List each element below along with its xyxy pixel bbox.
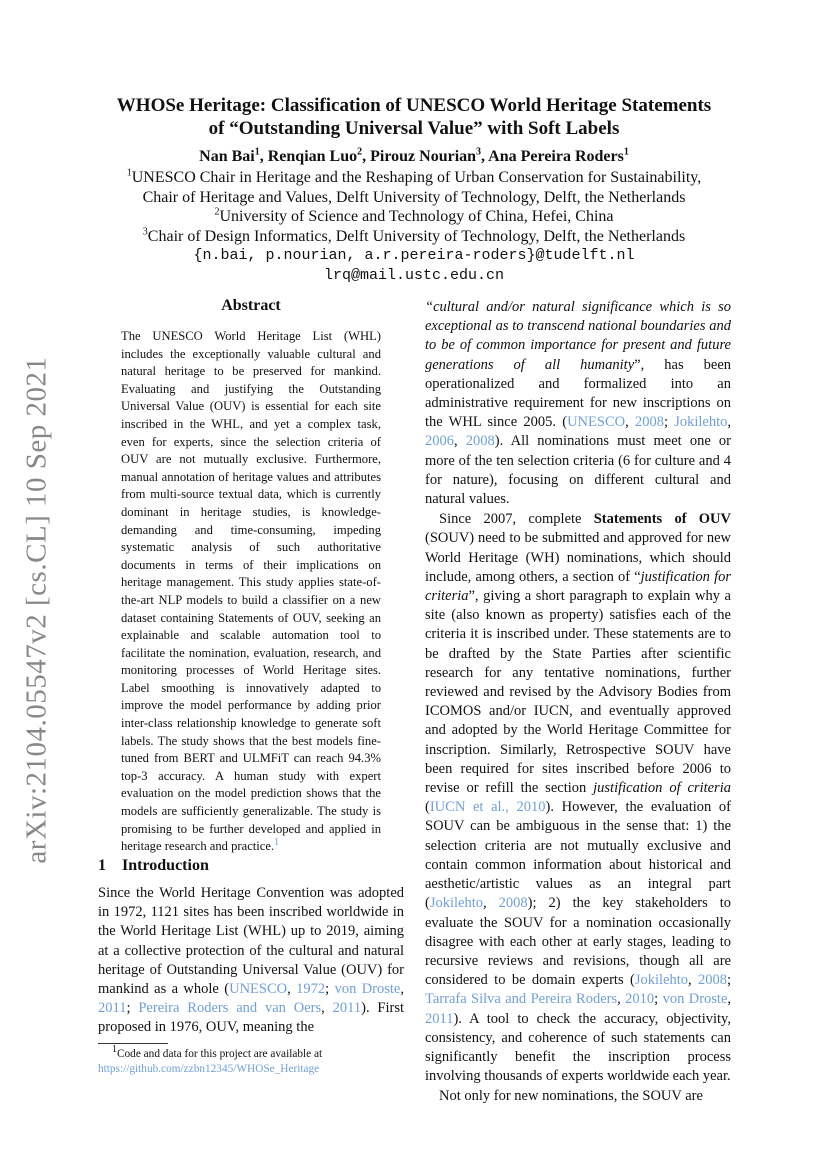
affiliations — [0, 168, 828, 285]
citation-link[interactable]: Jokilehto — [674, 414, 728, 431]
text-run: ); 2) the key stakeholders to evaluate the SOUV for a nomination occasionally disagree with each other at early stages, leading to recursive reviews and revisions, though all are considered to be domain experts ( — [425, 895, 732, 989]
footnote-text: Code and data for this project are available at — [117, 1048, 323, 1060]
arxiv-identifier-text: arXiv:2104.05547v2 [cs.CL] 10 Sep 2021 — [20, 356, 53, 864]
paragraph — [425, 298, 731, 509]
abstract-text: The UNESCO World Heritage List (WHL) includes the exceptionally valuable cultural and natural heritage to be preserved for mankind. Evaluating and justifying the Outstanding Universal Value (OUV) is essential for each site inscribed in the WHL, and yet a complex task, even for experts, since the selection criteria of OUV are not mutually exclusive. Furthermore, manual annotation of heritage values and attributes from multi-source textual data, which is currently dominant in heritage studies, is knowledge-demanding and time-consuming, impeding systematic analysis of such authoritative documents in terms of their implications on heritage management. This study applies state-of-the-art NLP models to build a classifier on a new dataset containing Statements of OUV, seeking an explainable and scalable automation tool to facilitate the nomination, evaluation, research, and monitoring processes of World Heritage sites. Label smoothing is innovatively adapted to improve the model performance by adding prior inter-class relationship knowledge to generate soft labels. The study shows that the best models fine-tuned from BERT and ULMFiT can reach 94.3% top-3 accuracy. A human study with expert evaluation on the model prediction shows that the models are sufficiently generalizable. The study is promising to be further developed and applied in heritage research and practice. — [121, 329, 381, 854]
author-sup: 1 — [623, 146, 629, 158]
text-run: ; — [325, 981, 335, 998]
citation-link[interactable]: 1972 — [296, 981, 326, 998]
affiliation-sup: 1 — [126, 167, 132, 179]
text-run: ). All nominations must meet one or more of the ten selection criteria (6 for culture and 4 for nature), focusing on different cultural and natural values. — [425, 433, 731, 508]
text-run: ”, has been operationalized and formalized into an administrative requirement for new inscriptions on the WHL since 2005. ( — [425, 356, 732, 431]
abstract-heading: Abstract — [221, 297, 281, 314]
title-line-1: WHOSe Heritage: Classification of UNESCO World Heritage Statements — [116, 95, 712, 116]
citation-link[interactable]: Jokilehto — [429, 895, 484, 912]
footnote-mark: 1 — [112, 1044, 117, 1056]
text-run: , — [483, 895, 499, 912]
paragraph — [425, 510, 731, 1086]
citation-link[interactable]: 2008 — [498, 895, 528, 912]
citation-link[interactable]: von Droste — [662, 991, 728, 1008]
text-run: ”, giving a short paragraph to explain why a site (also known as property) satisfies each of the criteria it is inscribed under. These statements are to be drafted by the State Parties after scientific research for any tentative nominations, further reviewed and revised by the Advisory Bodies from ICOMOS and/or IUCN, and eventually approved and adopted by the World Heritage Committee for inscription. Similarly, Retrospective SOUV have been required for sites inscribed before 2006 to revise or refill the section — [425, 588, 731, 797]
citation-link[interactable]: 2011 — [332, 1000, 362, 1017]
citation-link[interactable]: 2011 — [425, 1010, 454, 1027]
text-run: , — [321, 1000, 333, 1017]
email-line-2: lrq@mail.ustc.edu.cn — [323, 266, 505, 284]
section-title: Introduction — [122, 857, 209, 874]
affiliation-text: Chair of Design Informatics, Delft University of Technology, Delft, the Netherlands — [147, 227, 686, 245]
bold-term: Statements of OUV — [593, 511, 731, 528]
footnote-url-link[interactable]: https://github.com/zzbn12345/WHOSe_Heritage — [98, 1063, 320, 1075]
author-list: Nan Bai$^1$, Renqian Luo$^2$, Pirouz Nourian$^3$, Ana Pereira Roders$^1$ — [199, 146, 629, 165]
affiliation-sup: 3 — [142, 226, 148, 238]
text-run: Since the World Heritage Convention was adopted in 1972, 1121 sites has been inscribed worldwide in the World Heritage List (WHL) up to 2019, aiming at a collective protection of the cultural and natural heritage of Outstanding Universal Value (OUV) for mankind as a whole ( — [98, 885, 404, 998]
section-number: 1 — [98, 857, 106, 874]
citation-link[interactable]: UNESCO — [229, 981, 288, 998]
title-line-2: of “Outstanding Universal Value” with Soft Labels — [208, 118, 620, 139]
affiliation-1-line-1 — [0, 168, 828, 188]
citation-link[interactable]: 2011 — [98, 1000, 127, 1017]
affiliation-2 — [0, 207, 828, 227]
text-run: ). A tool to check the accuracy, objectivity, consistency, and coherence of such statements can significantly benefit the inscription process involving thousands of experts worldwide each year. — [425, 1010, 731, 1085]
citation-link[interactable]: IUCN et al., 2010 — [429, 799, 546, 816]
text-run: , — [287, 981, 297, 998]
text-run: ). However, the evaluation of SOUV can be ambiguous in the sense that: 1) the selection criteria are not mutually exclusive and contain common information about historical and aesthetic/artistic values as an integral part ( — [425, 799, 731, 912]
abstract-body — [121, 328, 381, 856]
author: Nan Bai — [199, 148, 255, 165]
footnote-mark-link[interactable]: 1 — [274, 837, 280, 849]
affiliation-1-line-2: Chair of Heritage and Values, Delft University of Technology, Delft, the Netherlands — [142, 188, 686, 206]
text-run: , — [687, 972, 698, 989]
author: Pirouz Nourian — [370, 148, 477, 165]
email-line-1: {n.bai, p.nourian, a.r.pereira-roders}@tudelft.nl — [193, 247, 635, 264]
text-run: ). First proposed in 1976, OUV, meaning the — [98, 1000, 405, 1036]
citation-link[interactable]: 2006 — [425, 433, 454, 450]
text-run: , — [454, 433, 466, 450]
text-run: Since 2007, complete — [439, 511, 594, 528]
citation-link[interactable]: von Droste — [334, 981, 401, 998]
citation-link[interactable]: Pereira Roders and van Oers — [138, 1000, 322, 1017]
text-run: ; — [663, 414, 675, 431]
arxiv-identifier — [20, 356, 53, 864]
footnote-divider — [98, 1043, 168, 1044]
section-heading — [98, 857, 209, 875]
intro-left-paragraph — [98, 884, 404, 1038]
footnote-text-line — [98, 1044, 404, 1062]
intro-right-column — [425, 298, 731, 1107]
text-run: ; — [654, 991, 663, 1008]
text-run: , — [617, 991, 626, 1008]
italic-term: justification of criteria — [593, 780, 731, 797]
paper-title — [0, 94, 828, 140]
citation-link[interactable]: UNESCO — [567, 414, 626, 431]
paragraph: Not only for new nominations, the SOUV are — [439, 1088, 703, 1105]
affiliation-sup: 2 — [214, 206, 220, 218]
author-sup: 1 — [254, 146, 260, 158]
affiliation-text: University of Science and Technology of China, Hefei, China — [219, 208, 614, 225]
text-run: ; — [126, 1000, 139, 1017]
affiliation-text: UNESCO Chair in Heritage and the Reshaping of Urban Conservation for Sustainability, — [131, 169, 702, 186]
citation-link[interactable]: 2008 — [634, 414, 664, 431]
text-run: (SOUV) need to be submitted and approved for new World Heritage (WH) nominations, which should include, among others, a section of “ — [425, 530, 731, 585]
italic-term: justification for criteria — [425, 568, 731, 605]
text-run: , — [625, 414, 635, 431]
citation-link[interactable]: 2008 — [697, 972, 727, 989]
author-sup: 3 — [476, 146, 482, 158]
text-run: ( — [425, 799, 430, 816]
citation-link[interactable]: 2008 — [465, 433, 495, 450]
italic-quote: “cultural and/or natural significance which is so exceptional as to transcend national boundaries and to be of common importance for present and future generations of all humanity — [425, 299, 731, 373]
author: Ana Pereira Roders — [488, 148, 624, 165]
author: Renqian Luo — [267, 148, 358, 165]
citation-link[interactable]: 2010 — [625, 991, 655, 1008]
text-run: ; — [726, 972, 732, 989]
text-run: , — [400, 981, 404, 998]
citation-link[interactable]: Jokilehto — [634, 972, 688, 989]
citation-link[interactable]: Tarrafa Silva and Pereira Roders — [425, 991, 618, 1008]
text-run: , — [727, 414, 732, 431]
footnote — [98, 1044, 404, 1077]
author-sup: 2 — [357, 146, 363, 158]
affiliation-3 — [0, 227, 828, 247]
text-run: , — [727, 991, 732, 1008]
